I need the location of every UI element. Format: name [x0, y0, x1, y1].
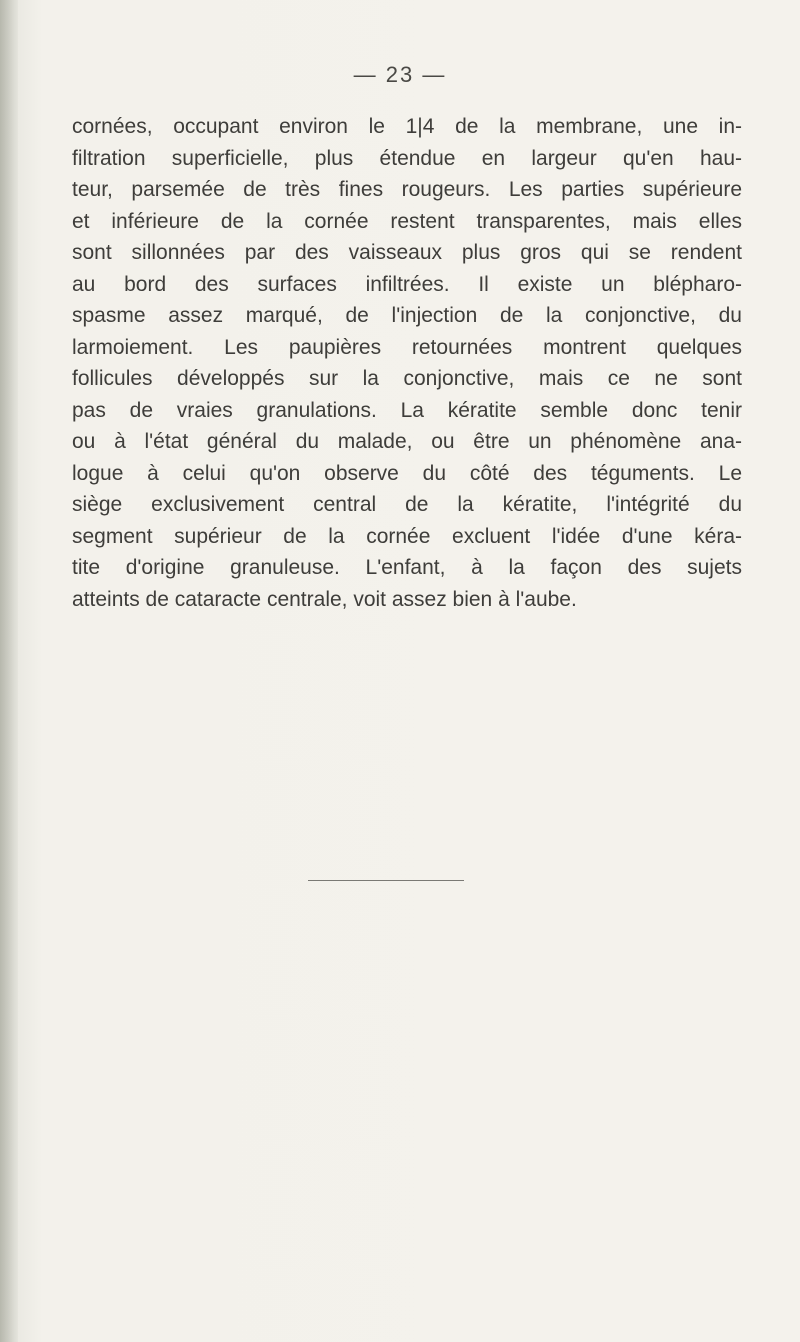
text-line: pas de vraies granulations. La kératite semble donc tenir [72, 398, 742, 422]
text-line: follicules développés sur la conjonctive, mais ce ne sont [72, 367, 742, 390]
text-line: larmoiement. Les paupières retournées montrent quelques [72, 335, 742, 359]
text-line: ou à l'état général du malade, ou être un phénomène ana- [72, 430, 742, 453]
text-line: cornées, occupant environ le 1|4 de la membrane, une in- [72, 115, 742, 138]
page-number: — 23 — [353, 62, 447, 87]
section-divider-rule [308, 880, 464, 881]
text-line: teur, parsemée de très fines rougeurs. Les parties supérieure [72, 178, 742, 201]
text-line: siège exclusivement central de la kératite, l'intégrité du [72, 493, 742, 516]
text-line: au bord des surfaces infiltrées. Il existe un blépharo- [72, 272, 742, 296]
text-line: atteints de cataracte centrale, voit assez bien à l'aube. [72, 587, 577, 611]
body-paragraph [72, 111, 742, 615]
text-line: filtration superficielle, plus étendue en largeur qu'en hau- [72, 146, 742, 170]
page-gutter-shadow [0, 0, 18, 1342]
text-line: sont sillonnées par des vaisseaux plus gros qui se rendent [72, 241, 742, 264]
text-line: segment supérieur de la cornée excluent l'idée d'une kéra- [72, 524, 742, 548]
text-line: tite d'origine granuleuse. L'enfant, à la façon des sujets [72, 556, 742, 579]
text-line: et inférieure de la cornée restent transparentes, mais elles [72, 209, 742, 233]
text-line: logue à celui qu'on observe du côté des téguments. Le [72, 461, 742, 485]
text-line: spasme assez marqué, de l'injection de la conjonctive, du [72, 304, 742, 327]
